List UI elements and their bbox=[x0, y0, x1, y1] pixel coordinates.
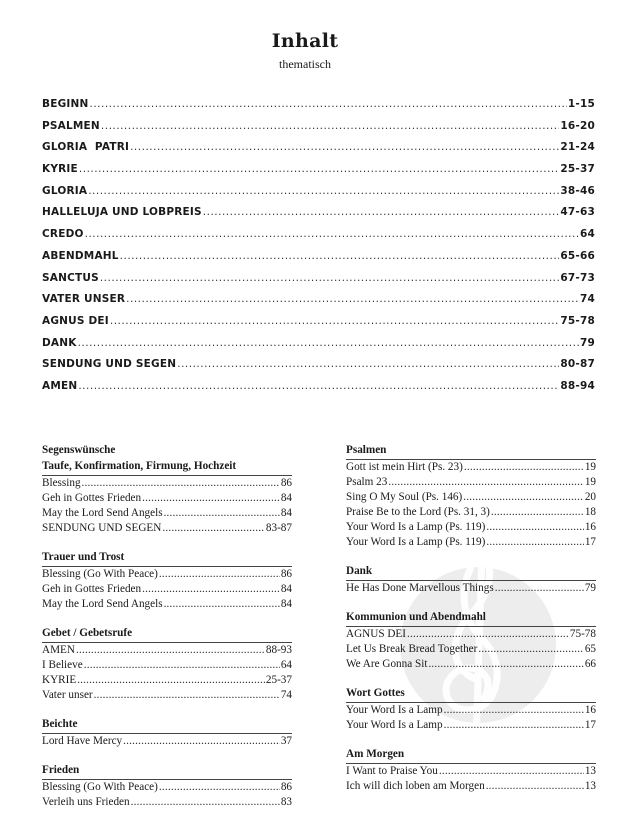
list-item[interactable]: Let Us Break Bread Together ..... 65 bbox=[346, 642, 596, 657]
toc-row[interactable] bbox=[42, 228, 595, 250]
toc-row[interactable] bbox=[42, 337, 595, 359]
list-item[interactable]: May the Lord Send Angels ..... 84 bbox=[42, 506, 292, 521]
list-item[interactable]: Vater unser ..... 74 bbox=[42, 688, 292, 703]
list-item[interactable]: KYRIE ..... 25-37 bbox=[42, 673, 292, 688]
toc-pages: 47-63 bbox=[560, 206, 595, 219]
section-heading: Beichte bbox=[42, 718, 78, 730]
list-item[interactable]: Psalm 23 ..... 19 bbox=[346, 475, 596, 490]
list-item[interactable]: Your Word Is a Lamp (Ps. 119) ..... 16 bbox=[346, 520, 596, 535]
section-dank bbox=[346, 564, 596, 596]
page-title: Inhalt bbox=[271, 30, 339, 52]
list-item[interactable]: Your Word Is a Lamp (Ps. 119) ..... 17 bbox=[346, 535, 596, 550]
list-item[interactable]: Blessing (Go With Peace) ..... 86 bbox=[42, 567, 292, 582]
toc-pages: 64 bbox=[579, 228, 595, 241]
list-item[interactable]: AGNUS DEI ..... 75-78 bbox=[346, 627, 596, 642]
toc-row[interactable] bbox=[42, 293, 595, 315]
toc-row[interactable] bbox=[42, 163, 595, 185]
toc-pages: 21-24 bbox=[560, 141, 595, 154]
toc-pages: 38-46 bbox=[560, 184, 595, 197]
toc-row[interactable] bbox=[42, 120, 595, 142]
toc-row[interactable] bbox=[42, 272, 595, 294]
toc-row[interactable] bbox=[42, 250, 595, 272]
main-toc bbox=[42, 98, 595, 402]
list-item[interactable]: I Believe ..... 64 bbox=[42, 658, 292, 673]
toc-row[interactable] bbox=[42, 380, 595, 402]
section-heading: Segenswünsche bbox=[42, 444, 116, 456]
toc-label: PSALMEN bbox=[42, 119, 100, 132]
section-segenswuensche bbox=[42, 443, 292, 536]
toc-label: AMEN bbox=[42, 379, 78, 392]
list-item[interactable]: SENDUNG UND SEGEN ..... 83-87 bbox=[42, 521, 292, 536]
thematic-index-right bbox=[346, 443, 596, 808]
thematic-index-left bbox=[42, 443, 292, 824]
toc-label: CREDO bbox=[42, 228, 84, 241]
list-item[interactable]: Your Word Is a Lamp ..... 17 bbox=[346, 718, 596, 733]
toc-row[interactable] bbox=[42, 185, 595, 207]
list-item[interactable]: Gott ist mein Hirt (Ps. 23) ..... 19 bbox=[346, 460, 596, 475]
toc-pages: 16-20 bbox=[560, 119, 595, 132]
list-item[interactable]: May the Lord Send Angels ..... 84 bbox=[42, 597, 292, 612]
toc-label: ABENDMAHL bbox=[42, 249, 119, 262]
toc-pages: 65-66 bbox=[560, 249, 595, 262]
section-psalmen bbox=[346, 443, 596, 550]
list-item[interactable]: Your Word Is a Lamp ..... 16 bbox=[346, 703, 596, 718]
list-item[interactable]: Blessing ..... 86 bbox=[42, 476, 292, 491]
section-heading: Trauer und Trost bbox=[42, 551, 125, 563]
list-item[interactable]: He Has Done Marvellous Things ..... 79 bbox=[346, 581, 596, 596]
list-item[interactable]: Sing O My Soul (Ps. 146) ..... 20 bbox=[346, 490, 596, 505]
list-item[interactable]: I Want to Praise You ..... 13 bbox=[346, 764, 596, 779]
toc-row[interactable] bbox=[42, 98, 595, 120]
toc-pages: 75-78 bbox=[560, 314, 595, 327]
toc-pages: 1-15 bbox=[567, 98, 595, 110]
toc-pages: 25-37 bbox=[560, 163, 595, 176]
section-heading: Psalmen bbox=[346, 444, 387, 456]
toc-pages: 88-94 bbox=[560, 379, 595, 392]
toc-label: HALLELUJA UND LOBPREIS bbox=[42, 206, 202, 219]
toc-label: GLORIA PATRI bbox=[42, 141, 130, 154]
section-heading: Frieden bbox=[42, 764, 80, 776]
toc-row[interactable] bbox=[42, 141, 595, 163]
section-trauer-und-trost bbox=[42, 550, 292, 612]
toc-pages: 74 bbox=[579, 293, 595, 306]
section-subheading: Taufe, Konfirmation, Firmung, Hochzeit bbox=[42, 460, 237, 472]
list-item[interactable]: We Are Gonna Sit ..... 66 bbox=[346, 657, 596, 672]
section-heading: Am Morgen bbox=[346, 748, 405, 760]
toc-label: DANK bbox=[42, 336, 77, 349]
toc-label: AGNUS DEI bbox=[42, 314, 109, 327]
toc-pages: 79 bbox=[579, 336, 595, 349]
section-frieden bbox=[42, 763, 292, 810]
toc-row[interactable] bbox=[42, 206, 595, 228]
section-heading: Dank bbox=[346, 565, 373, 577]
section-gebet bbox=[42, 626, 292, 703]
toc-row[interactable] bbox=[42, 315, 595, 337]
page-subtitle: thematisch bbox=[279, 57, 331, 71]
list-item[interactable]: AMEN ..... 88-93 bbox=[42, 643, 292, 658]
toc-label: SENDUNG UND SEGEN bbox=[42, 358, 177, 371]
toc-label: BEGINN bbox=[42, 98, 89, 110]
toc-label: GLORIA bbox=[42, 184, 88, 197]
section-kommunion bbox=[346, 610, 596, 672]
list-item[interactable]: Geh in Gottes Frieden ..... 84 bbox=[42, 491, 292, 506]
list-item[interactable]: Geh in Gottes Frieden ..... 84 bbox=[42, 582, 292, 597]
list-item[interactable]: Praise Be to the Lord (Ps. 31, 3) ..... 18 bbox=[346, 505, 596, 520]
list-item[interactable]: Verleih uns Frieden ..... 83 bbox=[42, 795, 292, 810]
section-beichte bbox=[42, 717, 292, 749]
list-item[interactable]: Lord Have Mercy ..... 37 bbox=[42, 734, 292, 749]
toc-label: VATER UNSER bbox=[42, 293, 126, 306]
toc-pages: 80-87 bbox=[560, 358, 595, 371]
toc-pages: 67-73 bbox=[560, 271, 595, 284]
toc-row[interactable] bbox=[42, 358, 595, 380]
section-am-morgen bbox=[346, 747, 596, 794]
toc-label: KYRIE bbox=[42, 163, 78, 176]
section-heading: Wort Gottes bbox=[346, 687, 405, 699]
section-wort-gottes bbox=[346, 686, 596, 733]
section-heading: Gebet / Gebetsrufe bbox=[42, 627, 133, 639]
section-heading: Kommunion und Abendmahl bbox=[346, 611, 486, 623]
toc-label: SANCTUS bbox=[42, 271, 99, 284]
list-item[interactable]: Ich will dich loben am Morgen ..... 13 bbox=[346, 779, 596, 794]
list-item[interactable]: Blessing (Go With Peace) ..... 86 bbox=[42, 780, 292, 795]
